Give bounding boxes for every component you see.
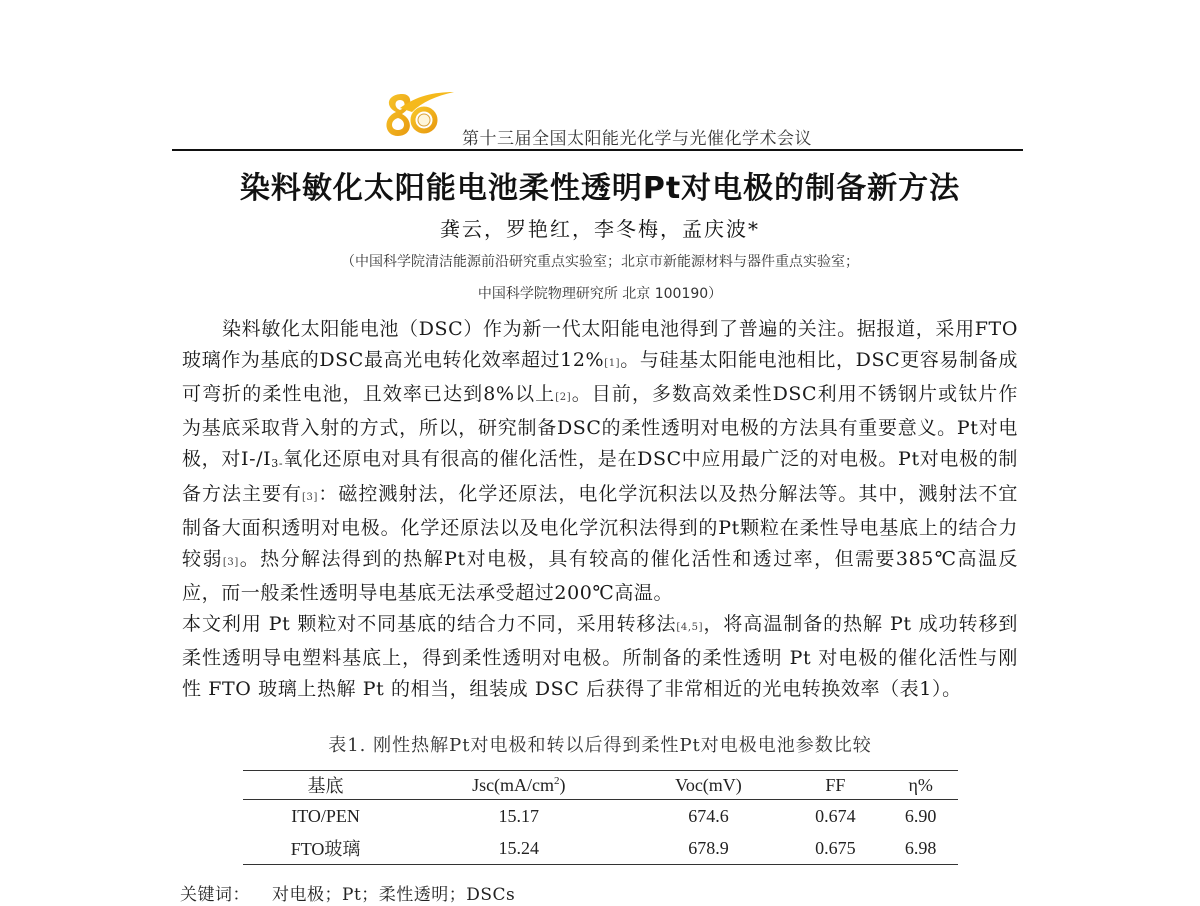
header-text: Jsc(mA/cm: [472, 774, 555, 795]
citation-ref: [3]: [302, 492, 318, 503]
cell-voc: 674.6: [688, 805, 729, 826]
subscript: 3-: [271, 457, 284, 470]
author-list: 龚云，罗艳红，李冬梅，孟庆波*: [440, 217, 760, 241]
column-header-substrate: 基底: [307, 776, 344, 796]
paper-title: 染料敏化太阳能电池柔性透明Pt对电极的制备新方法: [239, 171, 961, 206]
table-row: [243, 832, 958, 865]
column-header-eta: η%: [908, 774, 933, 795]
affiliation-line-1: （中国科学院清洁能源前沿研究重点实验室；北京市新能源材料与器件重点实验室；: [341, 254, 859, 270]
cell-eta: 6.98: [904, 837, 937, 858]
keywords-line: [180, 880, 515, 905]
cell-ff: 0.674: [815, 805, 856, 826]
cell-substrate: ITO/PEN: [291, 805, 360, 826]
results-table: [243, 770, 958, 865]
table-caption: 表1. 刚性热解Pt对电极和转以后得到柔性Pt对电极电池参数比较: [328, 735, 872, 756]
column-header-jsc: [408, 771, 629, 800]
text-span: 染料敏化太阳能电池（DSC）作为新一代太阳能电池得到了普遍的关注。据报道，采用FTO玻璃作为基底的DSC最高光电转化效率超过12%: [182, 318, 1018, 371]
paragraph-2: [182, 609, 1018, 705]
citation-ref: [1]: [604, 358, 621, 369]
superscript: 2: [554, 774, 560, 787]
paragraph-1: [182, 314, 1018, 609]
table-header-row: [243, 771, 958, 800]
conference-title: 第十三届全国太阳能光化学与光催化学术会议: [462, 129, 812, 149]
text-span: 氧化还原电对具有很高的催化活性，是在DSC中应用最广泛的对电极。Pt对电极的制备方法主要有: [182, 448, 1018, 505]
text-span: ，将高温制备的热解 Pt 成功转移到柔性透明导电塑料基底上，得到柔性透明对电极。所制备的柔性透明 Pt 对电极的催化活性与刚性 FTO 玻璃上热解 Pt 的相当，组装成 DSC 后获得了非常相近的光电转换效率（表1）。: [182, 613, 1018, 700]
keywords-label: 关键词：: [180, 885, 250, 905]
text-span: 。与硅基太阳能电池相比，DSC更容易制备成可弯折的柔性电池，且效率已达到8%以上: [182, 349, 1018, 405]
80th-anniversary-logo-icon: [378, 88, 458, 140]
abstract-body: [182, 314, 1018, 705]
text-span: ：磁控溅射法，化学还原法，电化学沉积法以及热分解法等。其中，溅射法不宜制备大面积透明对电极。化学还原法以及电化学沉积法得到的Pt颗粒在柔性导电基底上的结合力较弱: [182, 483, 1018, 570]
citation-ref: [3]: [222, 557, 239, 568]
column-header-ff: FF: [825, 774, 846, 795]
keywords-values: 对电极；Pt；柔性透明；DSCs: [272, 885, 516, 905]
cell-jsc: 15.24: [498, 837, 540, 858]
cell-substrate: FTO玻璃: [290, 839, 361, 859]
text-span: 。目前，多数高效柔性DSC利用不锈钢片或钛片作为基底采取背入射的方式，所以，研究制备DSC的柔性透明对电极的方法具有重要意义。Pt对电极，对I-/I: [182, 383, 1018, 470]
citation-ref: [2]: [555, 392, 572, 403]
cell-jsc: 15.17: [498, 805, 540, 826]
cell-eta: 6.90: [904, 805, 937, 826]
conference-logo: [378, 88, 458, 140]
text-span: 。热分解法得到的热解Pt对电极，具有较高的催化活性和透过率，但需要385℃高温反应，而一般柔性透明导电基底无法承受超过200℃高温。: [182, 548, 1018, 604]
table-row: [243, 800, 958, 833]
cell-ff: 0.675: [815, 837, 856, 858]
text-span: 本文利用 Pt 颗粒对不同基底的结合力不同，采用转移法: [182, 613, 677, 635]
header-divider: [172, 149, 1023, 151]
cell-voc: 678.9: [688, 837, 729, 858]
citation-ref: [4,5]: [676, 622, 704, 633]
header-text: ): [559, 774, 566, 795]
affiliation-line-2: 中国科学院物理研究所 北京 100190）: [477, 286, 723, 302]
column-header-voc: Voc(mV): [675, 774, 742, 795]
